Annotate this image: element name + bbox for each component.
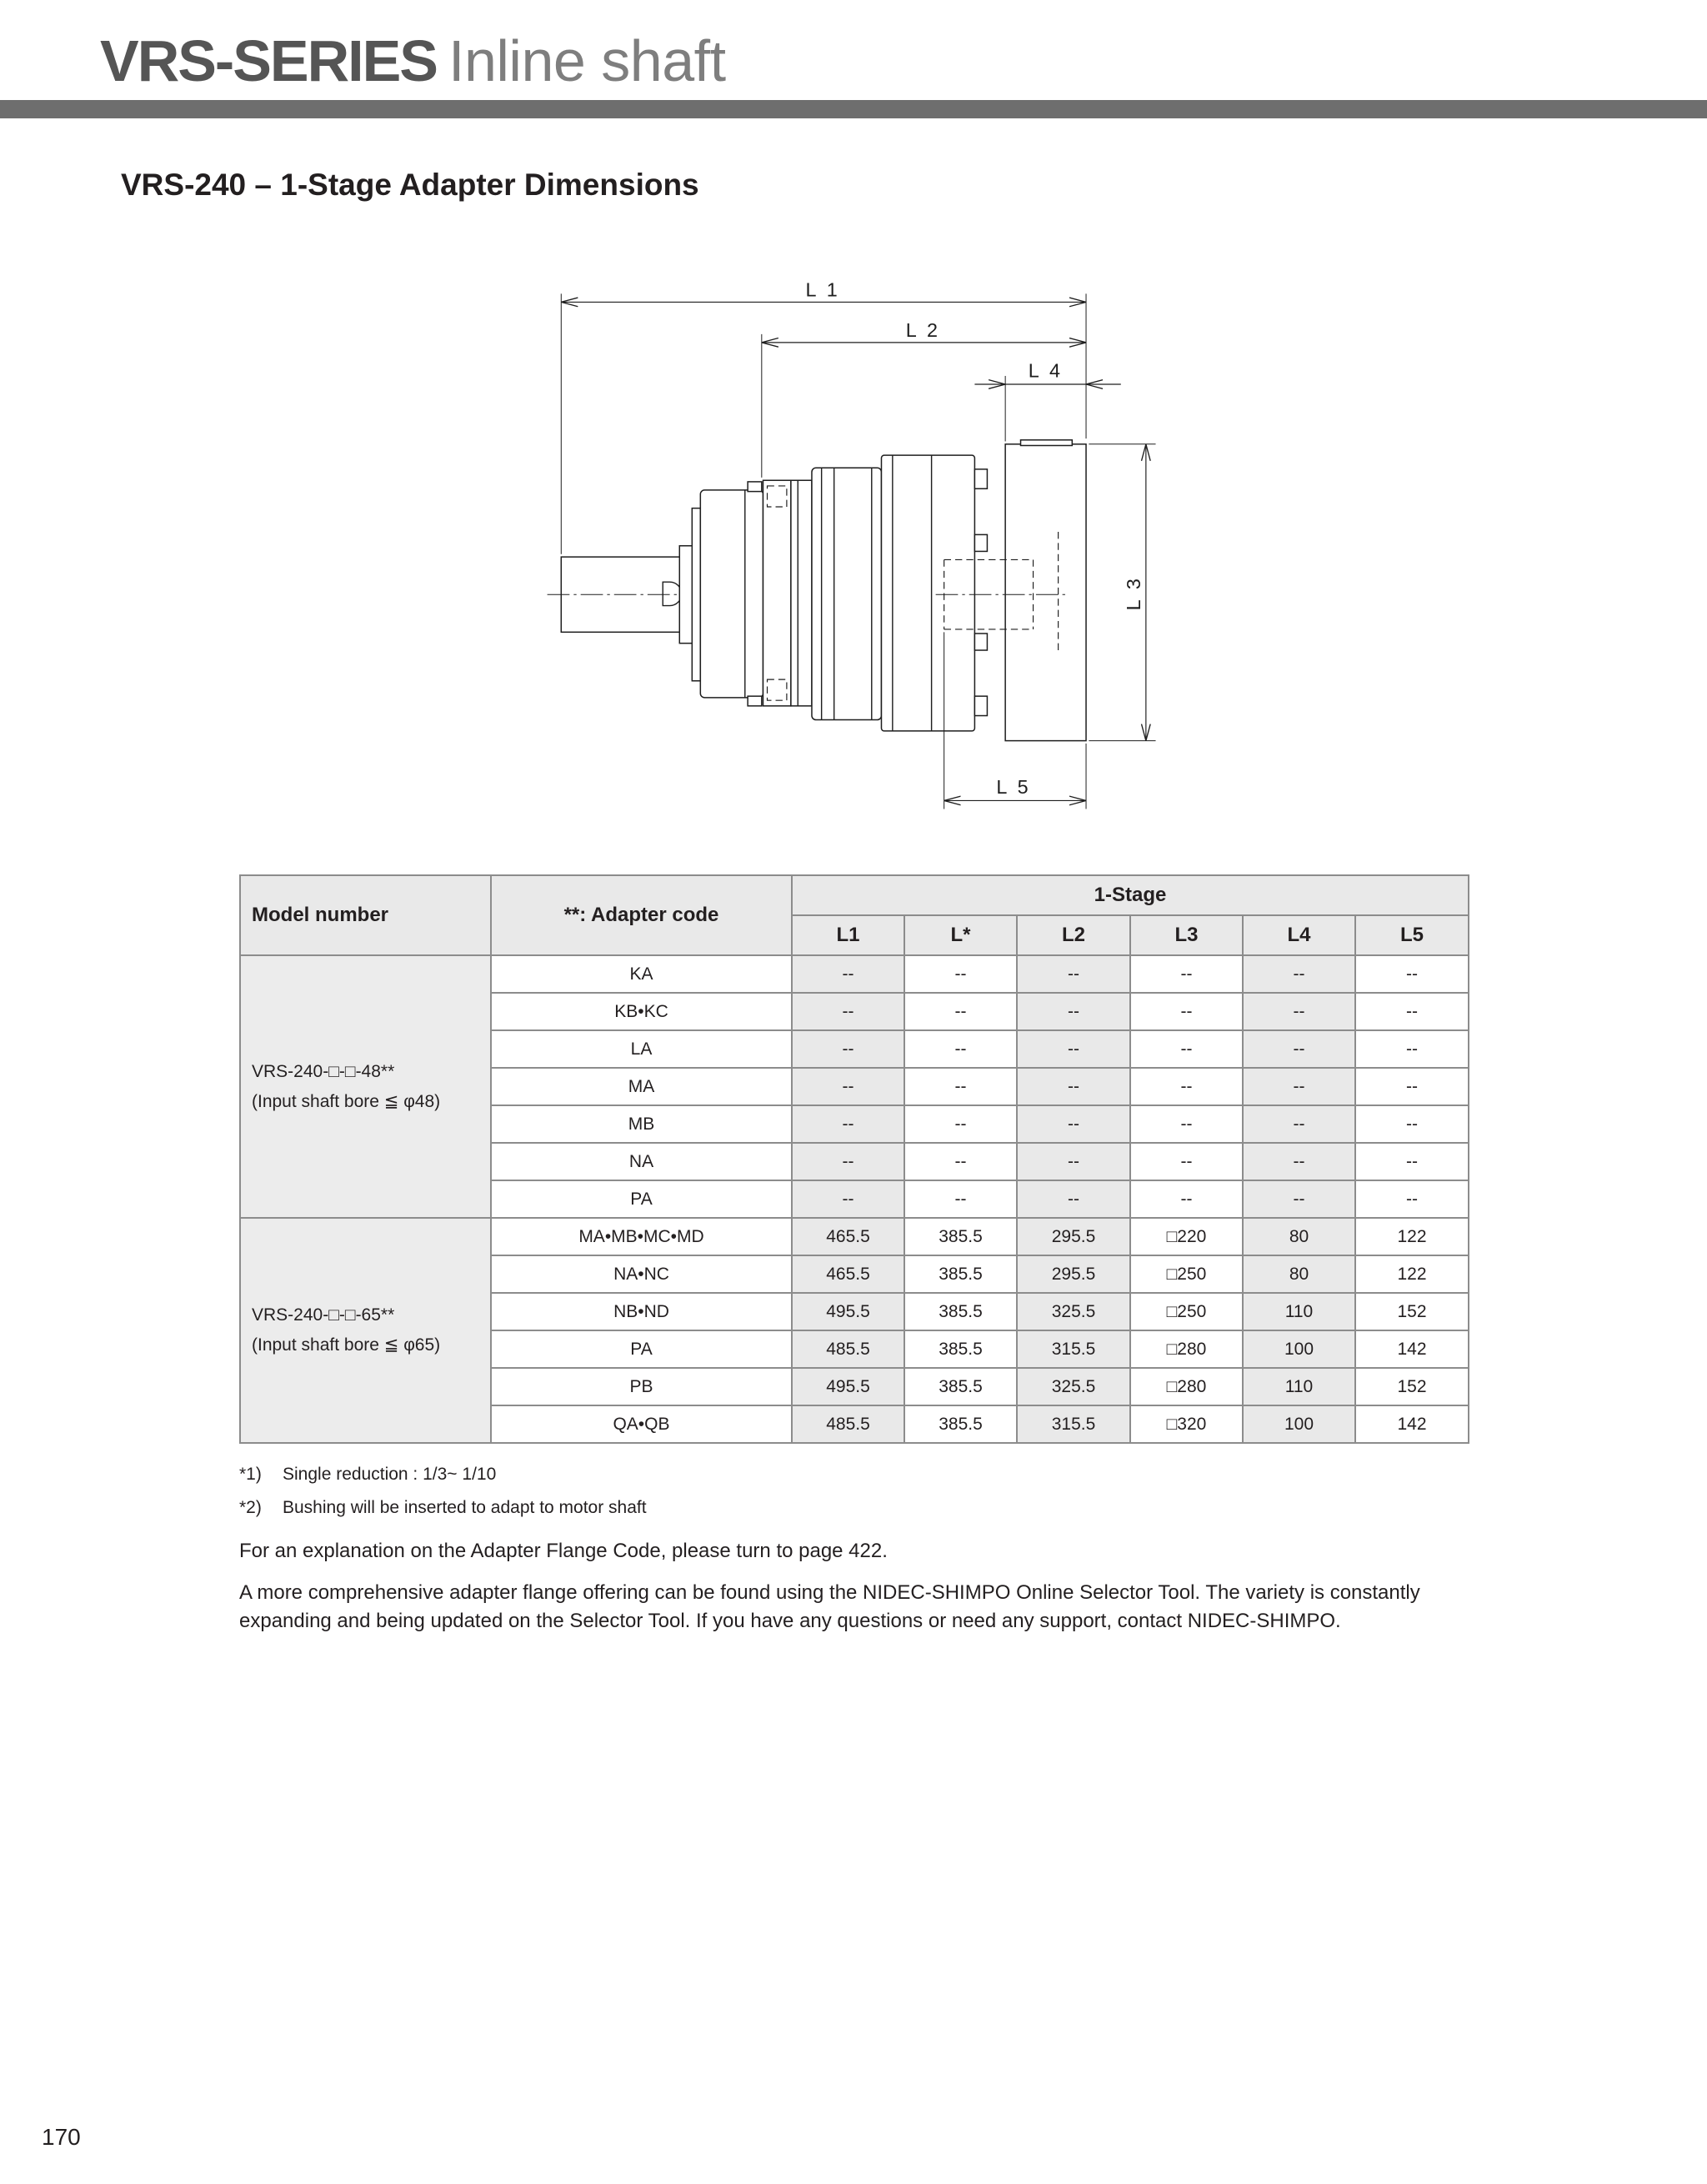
page-number: 170 (42, 2124, 81, 2150)
model-number-text: VRS-240-□-□-48** (252, 1061, 395, 1081)
motor-adapter-block (1005, 444, 1086, 741)
bolt-head (974, 469, 987, 488)
model-number-cell (240, 955, 491, 1218)
value-cell-l3: □280 (1130, 1330, 1243, 1368)
output-housing (700, 490, 763, 698)
value-cell-l4: -- (1243, 1143, 1355, 1180)
value-cell-l1: -- (792, 1180, 904, 1218)
value-cell-l4: 110 (1243, 1293, 1355, 1330)
bolt-head (974, 696, 987, 715)
value-cell-l5: 152 (1355, 1293, 1469, 1330)
series-subtitle: Inline shaft (448, 28, 726, 93)
value-cell-l2: 325.5 (1017, 1293, 1130, 1330)
bolt-head (974, 634, 987, 650)
value-cell-l3: -- (1130, 1180, 1243, 1218)
value-cell-l3: -- (1130, 1143, 1243, 1180)
adapter-code-cell: KA (491, 955, 792, 993)
value-cell-l2: 325.5 (1017, 1368, 1130, 1405)
table-row (240, 955, 1469, 993)
value-cell-l5: -- (1355, 955, 1469, 993)
value-cell-l1: 495.5 (792, 1368, 904, 1405)
adapter-code-cell: NB•ND (491, 1293, 792, 1330)
output-flange-plate (692, 508, 700, 681)
value-cell-l5: -- (1355, 1030, 1469, 1068)
value-cell-l4: -- (1243, 955, 1355, 993)
value-cell-l4: 80 (1243, 1218, 1355, 1255)
value-cell-l3: -- (1130, 1105, 1243, 1143)
value-cell-l2: -- (1017, 955, 1130, 993)
adapter-code-cell: PA (491, 1180, 792, 1218)
dimension-label-l1: L 1 (805, 278, 841, 301)
gearhead-body (548, 440, 1086, 741)
value-cell-l5: 152 (1355, 1368, 1469, 1405)
dimension-label-l5: L 5 (996, 776, 1031, 799)
value-cell-l1: 485.5 (792, 1405, 904, 1443)
value-cell-l2: 295.5 (1017, 1255, 1130, 1293)
value-cell-l-star: -- (904, 1105, 1017, 1143)
value-cell-l5: -- (1355, 993, 1469, 1030)
value-cell-l-star: -- (904, 1030, 1017, 1068)
value-cell-l-star: -- (904, 955, 1017, 993)
value-cell-l1: -- (792, 1143, 904, 1180)
value-cell-l4: 100 (1243, 1330, 1355, 1368)
value-cell-l1: -- (792, 1030, 904, 1068)
selector-tool-note-line-2: expanding and being updated on the Selector Tool. If you have any questions or need any support, contact NIDEC-SHIMPO. (239, 1610, 1341, 1632)
value-cell-l2: 315.5 (1017, 1330, 1130, 1368)
housing-lug-top (748, 482, 762, 492)
column-header-l-star: L* (904, 915, 1017, 955)
value-cell-l5: 122 (1355, 1255, 1469, 1293)
series-name: VRS-SERIES (100, 28, 437, 93)
adapter-dimension-drawing (533, 267, 1184, 825)
value-cell-l-star: 385.5 (904, 1218, 1017, 1255)
value-cell-l3: -- (1130, 1068, 1243, 1105)
model-number-cell (240, 1218, 491, 1443)
value-cell-l3: □220 (1130, 1218, 1243, 1255)
adapter-code-cell: MB (491, 1105, 792, 1143)
value-cell-l-star: 385.5 (904, 1255, 1017, 1293)
footnote-2-text: Bushing will be inserted to adapt to motor shaft (283, 1498, 647, 1517)
value-cell-l-star: -- (904, 1068, 1017, 1105)
table-body (240, 955, 1469, 1443)
column-header-l3: L3 (1130, 915, 1243, 955)
value-cell-l3: -- (1130, 993, 1243, 1030)
header-divider-bar (0, 100, 1707, 118)
value-cell-l5: 142 (1355, 1330, 1469, 1368)
adapter-code-cell: MA•MB•MC•MD (491, 1218, 792, 1255)
value-cell-l4: 110 (1243, 1368, 1355, 1405)
value-cell-l-star: 385.5 (904, 1405, 1017, 1443)
value-cell-l3: □280 (1130, 1368, 1243, 1405)
model-number-header: Model number (240, 875, 491, 955)
value-cell-l5: -- (1355, 1105, 1469, 1143)
value-cell-l3: □250 (1130, 1293, 1243, 1330)
gear-case (812, 468, 882, 719)
input-housing (881, 455, 974, 731)
value-cell-l1: -- (792, 955, 904, 993)
value-cell-l4: 80 (1243, 1255, 1355, 1293)
value-cell-l-star: -- (904, 1143, 1017, 1180)
column-header-l5: L5 (1355, 915, 1469, 955)
stage-header: 1-Stage (792, 875, 1469, 915)
adapter-code-cell: LA (491, 1030, 792, 1068)
value-cell-l3: -- (1130, 1030, 1243, 1068)
value-cell-l1: -- (792, 1105, 904, 1143)
value-cell-l4: -- (1243, 1030, 1355, 1068)
value-cell-l1: 465.5 (792, 1218, 904, 1255)
bolt-head (974, 534, 987, 551)
adapter-code-cell: PB (491, 1368, 792, 1405)
gear-ring-1 (763, 480, 790, 706)
value-cell-l3: □320 (1130, 1405, 1243, 1443)
value-cell-l4: -- (1243, 993, 1355, 1030)
value-cell-l-star: 385.5 (904, 1330, 1017, 1368)
footnote-2-mark: *2) (239, 1498, 262, 1517)
value-cell-l2: 295.5 (1017, 1218, 1130, 1255)
value-cell-l4: -- (1243, 1105, 1355, 1143)
selector-tool-note-line-1: A more comprehensive adapter flange offering can be found using the NIDEC-SHIMPO Online Selector Tool. The variety is constantly (239, 1581, 1420, 1604)
footnote-1-mark: *1) (239, 1465, 262, 1484)
value-cell-l1: -- (792, 993, 904, 1030)
value-cell-l4: -- (1243, 1180, 1355, 1218)
value-cell-l1: 465.5 (792, 1255, 904, 1293)
dimension-label-l2: L 2 (905, 319, 941, 342)
adapter-code-cell: NA (491, 1143, 792, 1180)
dimension-label-l3: L 3 (1123, 575, 1145, 611)
value-cell-l-star: 385.5 (904, 1293, 1017, 1330)
value-cell-l2: -- (1017, 1030, 1130, 1068)
value-cell-l5: -- (1355, 1143, 1469, 1180)
column-header-l4: L4 (1243, 915, 1355, 955)
adapter-code-cell: NA•NC (491, 1255, 792, 1293)
value-cell-l2: -- (1017, 1068, 1130, 1105)
value-cell-l1: 485.5 (792, 1330, 904, 1368)
housing-lug-bottom (748, 696, 762, 706)
value-cell-l2: -- (1017, 1180, 1130, 1218)
page-header-title (100, 28, 726, 93)
model-number-text: VRS-240-□-□-65** (252, 1305, 395, 1325)
value-cell-l5: -- (1355, 1068, 1469, 1105)
value-cell-l2: -- (1017, 993, 1130, 1030)
dimension-label-l4: L 4 (1028, 359, 1064, 382)
adapter-code-cell: KB•KC (491, 993, 792, 1030)
table-header-row (240, 875, 1469, 915)
value-cell-l5: 122 (1355, 1218, 1469, 1255)
value-cell-l-star: -- (904, 993, 1017, 1030)
adapter-code-reference-note: For an explanation on the Adapter Flange Code, please turn to page 422. (239, 1540, 888, 1562)
value-cell-l4: 100 (1243, 1405, 1355, 1443)
adapter-code-header: **: Adapter code (491, 875, 792, 955)
value-cell-l-star: 385.5 (904, 1368, 1017, 1405)
shaft-shoulder (679, 546, 693, 644)
footnote-1-text: Single reduction : 1/3~ 1/10 (283, 1465, 497, 1484)
value-cell-l-star: -- (904, 1180, 1017, 1218)
value-cell-l1: 495.5 (792, 1293, 904, 1330)
value-cell-l1: -- (792, 1068, 904, 1105)
gear-ring-2 (791, 480, 812, 706)
value-cell-l2: 315.5 (1017, 1405, 1130, 1443)
input-bore-text: (Input shaft bore ≦ φ48) (252, 1091, 441, 1111)
column-header-l1: L1 (792, 915, 904, 955)
value-cell-l2: -- (1017, 1105, 1130, 1143)
value-cell-l2: -- (1017, 1143, 1130, 1180)
value-cell-l5: -- (1355, 1180, 1469, 1218)
adapter-code-cell: MA (491, 1068, 792, 1105)
adapter-top-cap (1021, 440, 1073, 446)
section-title: VRS-240 – 1-Stage Adapter Dimensions (121, 168, 699, 202)
column-header-l2: L2 (1017, 915, 1130, 955)
adapter-code-cell: PA (491, 1330, 792, 1368)
adapter-dimension-table (239, 874, 1469, 1444)
value-cell-l3: □250 (1130, 1255, 1243, 1293)
table-row (240, 1218, 1469, 1255)
value-cell-l4: -- (1243, 1068, 1355, 1105)
value-cell-l3: -- (1130, 955, 1243, 993)
input-bore-text: (Input shaft bore ≦ φ65) (252, 1335, 441, 1355)
value-cell-l5: 142 (1355, 1405, 1469, 1443)
adapter-code-cell: QA•QB (491, 1405, 792, 1443)
